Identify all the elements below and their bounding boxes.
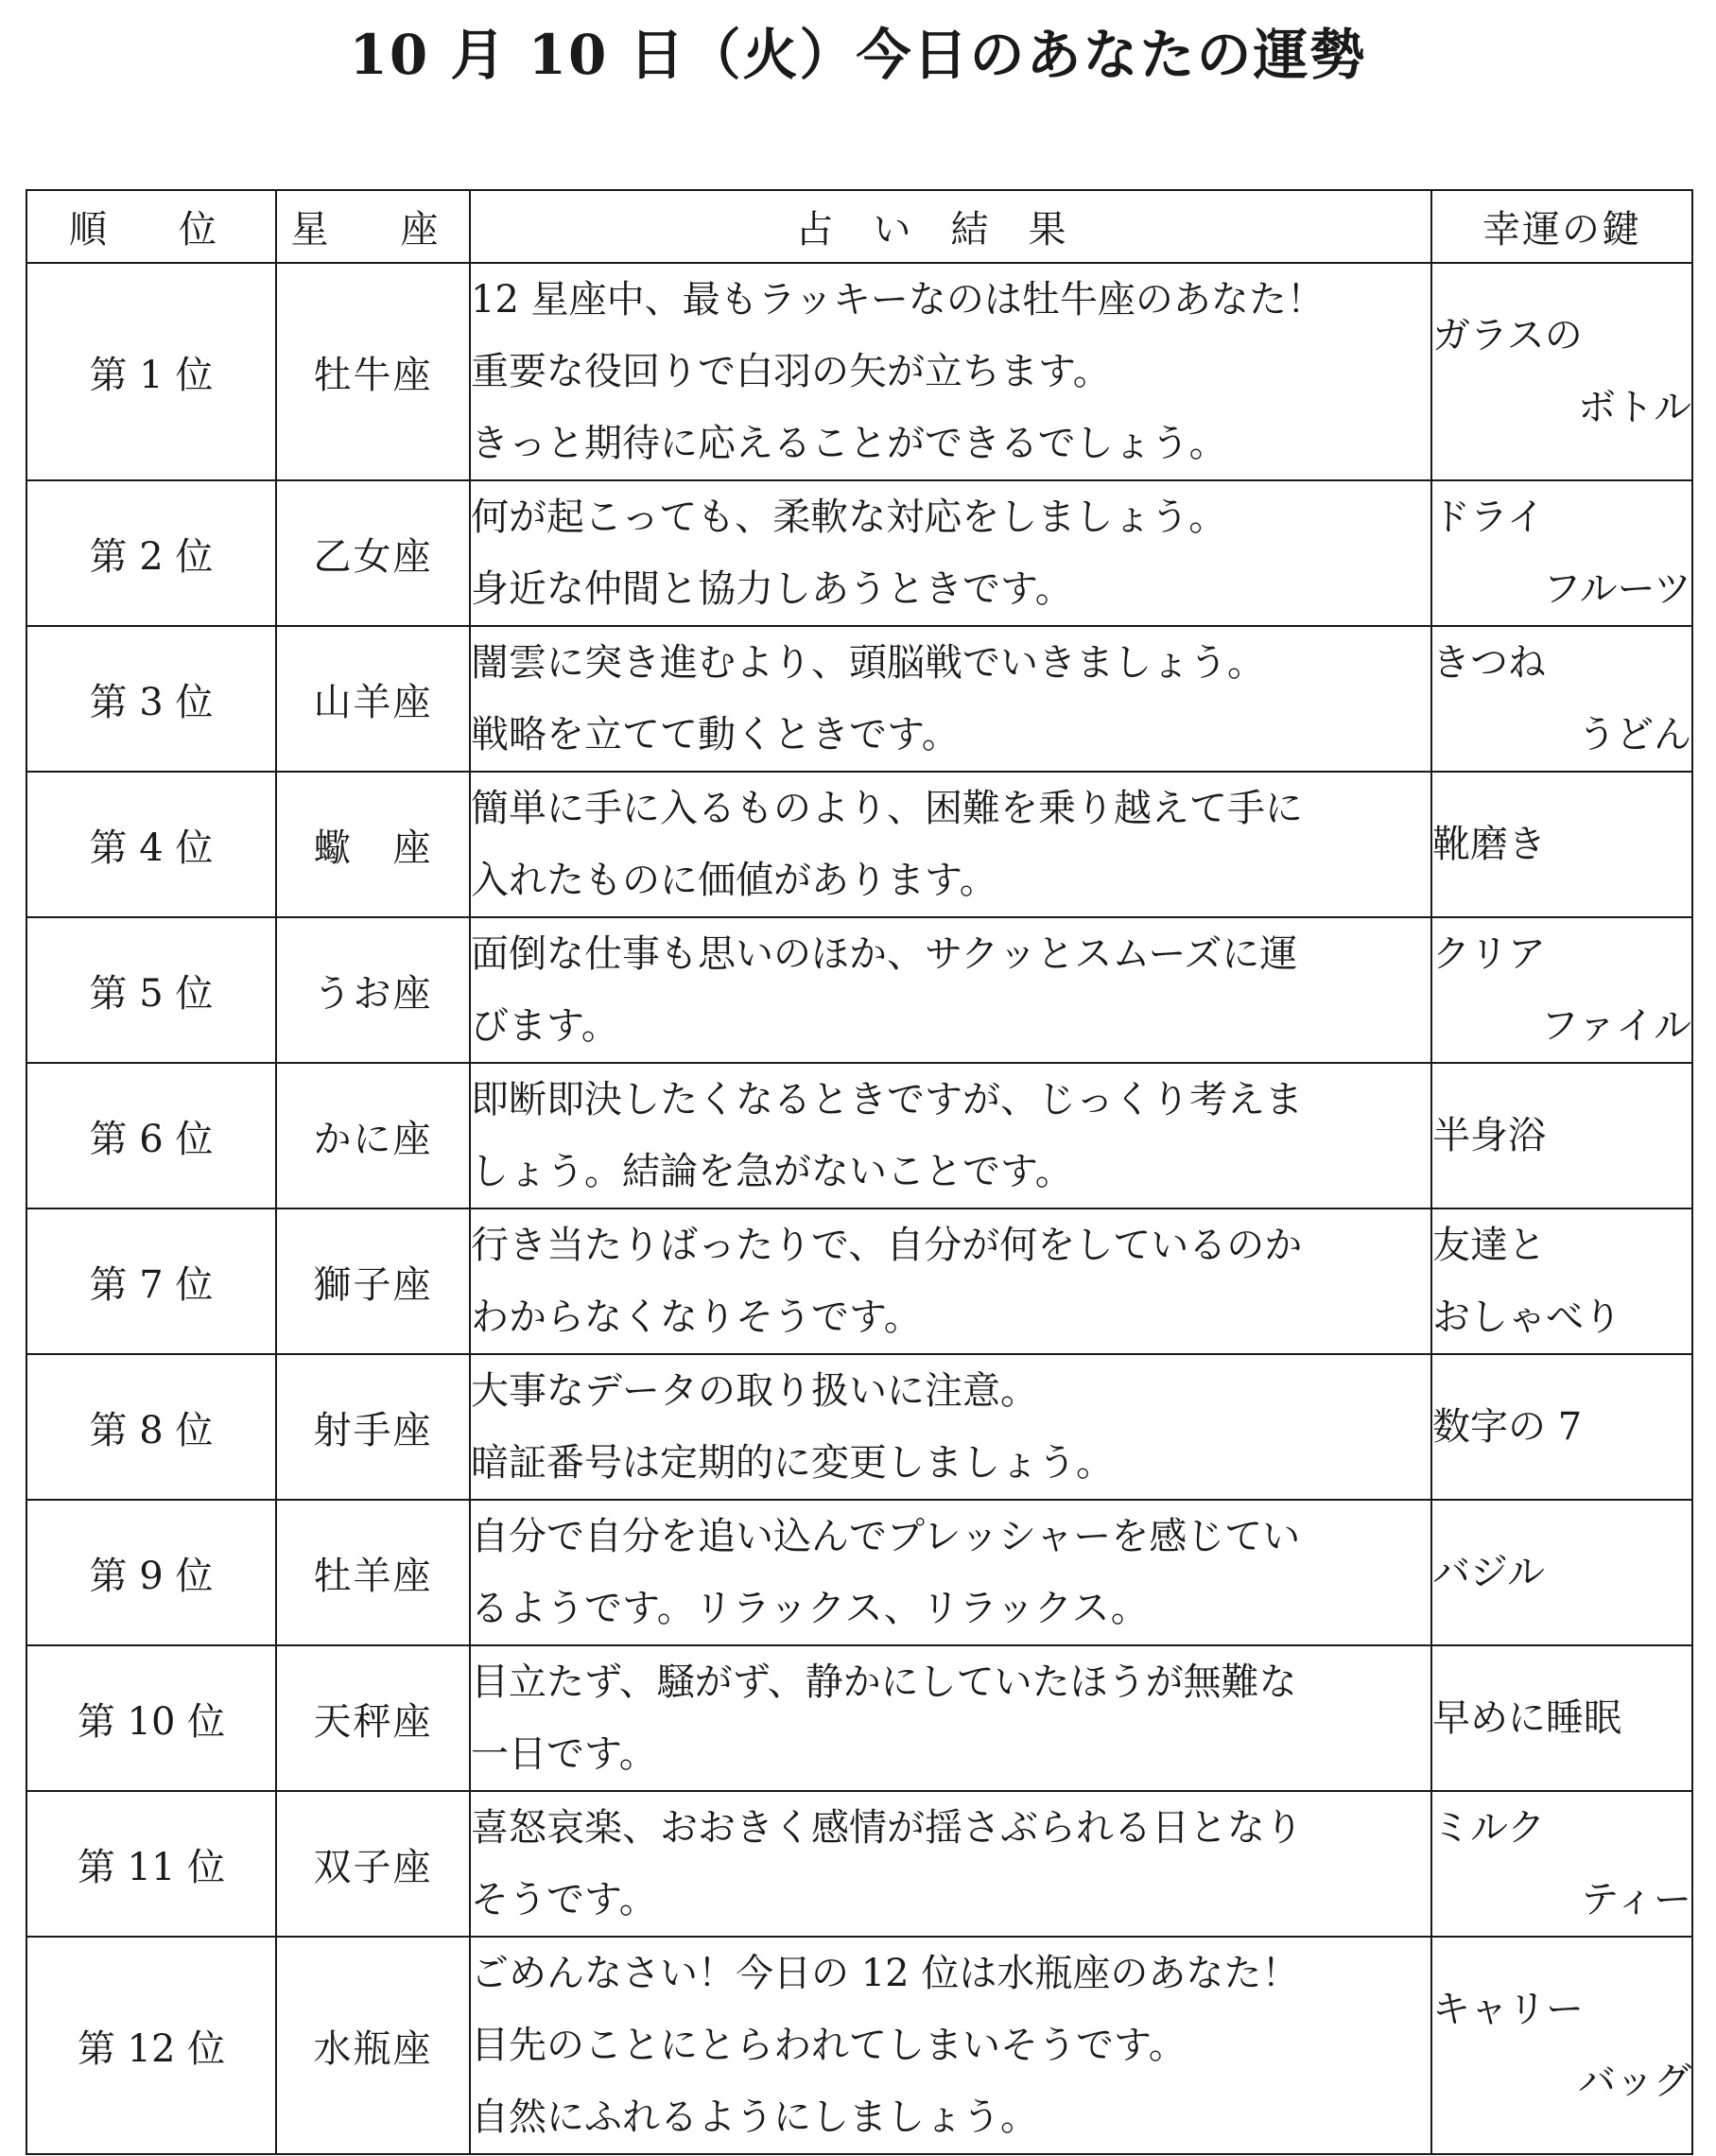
table-row — [26, 480, 1692, 626]
table-row — [26, 1645, 1692, 1791]
rank-cell: 第 2 位 — [26, 480, 276, 626]
result-cell: 12 星座中、最もラッキーなのは牡牛座のあなた！ 重要な役回りで白羽の矢が立ちます。 きっと期待に応えることができるでしょう。 — [470, 263, 1431, 480]
lucky-key-cell — [1431, 1645, 1692, 1791]
result-cell: 喜怒哀楽、おおきく感情が揺さぶられる日となり そうです。 — [470, 1791, 1431, 1937]
lucky-key-line1: きつね — [1432, 641, 1546, 685]
lucky-key-line1: バジル — [1432, 1551, 1545, 1594]
lucky-key-line1: ガラスの — [1432, 314, 1583, 357]
rank-cell: 第 1 位 — [26, 263, 276, 480]
lucky-key-line1: 半身浴 — [1432, 1114, 1546, 1157]
sign-cell: 獅子座 — [276, 1208, 470, 1354]
sign-cell: 水瓶座 — [276, 1937, 470, 2154]
lucky-key-line2: ボトル — [1578, 386, 1691, 429]
lucky-key-line1: 早めに睡眠 — [1432, 1696, 1621, 1740]
result-cell: 何が起こっても、柔軟な対応をしましょう。 身近な仲間と協力しあうときです。 — [470, 480, 1431, 626]
table-row — [26, 917, 1692, 1063]
sign-cell: 牡牛座 — [276, 263, 470, 480]
fortune-table — [26, 189, 1693, 2155]
lucky-key-line2: バッグ — [1578, 2060, 1691, 2103]
table-row — [26, 1354, 1692, 1500]
rank-cell: 第 8 位 — [26, 1354, 276, 1500]
lucky-key-line2: ファイル — [1540, 1004, 1691, 1048]
sign-cell: 双子座 — [276, 1791, 470, 1937]
lucky-key-line1: 数字の 7 — [1432, 1405, 1583, 1449]
result-cell: 即断即決したくなるときですが、じっくり考えま しょう。結論を急がないことです。 — [470, 1063, 1431, 1208]
lucky-key-line2: フルーツ — [1543, 567, 1691, 611]
result-cell: 闇雲に突き進むより、頭脳戦でいきましょう。 戦略を立てて動くときです。 — [470, 626, 1431, 772]
sign-cell: 牡羊座 — [276, 1500, 470, 1645]
result-cell: 大事なデータの取り扱いに注意。 暗証番号は定期的に変更しましょう。 — [470, 1354, 1431, 1500]
lucky-key-line1: ドライ — [1432, 496, 1545, 539]
sign-cell: 天秤座 — [276, 1645, 470, 1791]
result-cell: 目立たず、騒がず、静かにしていたほうが無難な 一日です。 — [470, 1645, 1431, 1791]
sign-cell: 山羊座 — [276, 626, 470, 772]
rank-cell: 第 9 位 — [26, 1500, 276, 1645]
table-row — [26, 1937, 1692, 2154]
rank-cell: 第 5 位 — [26, 917, 276, 1063]
lucky-key-cell — [1431, 1500, 1692, 1645]
rank-cell: 第 4 位 — [26, 772, 276, 917]
lucky-key-cell — [1431, 772, 1692, 917]
sign-cell: 射手座 — [276, 1354, 470, 1500]
rank-cell: 第 6 位 — [26, 1063, 276, 1208]
lucky-key-line1: クリア — [1432, 932, 1546, 976]
table-row — [26, 772, 1692, 917]
result-cell: 面倒な仕事も思いのほか、サクッとスムーズに運 びます。 — [470, 917, 1431, 1063]
header-result: 占い結果 — [470, 190, 1431, 263]
sign-cell: 蠍 座 — [276, 772, 470, 917]
result-cell: ごめんなさい！今日の 12 位は水瓶座のあなた！ 目先のことにとらわれてしまいそうです。 自然にふれるようにしましょう。 — [470, 1937, 1431, 2154]
header-lucky-key: 幸運の鍵 — [1431, 190, 1692, 263]
lucky-key-line2: うどん — [1578, 713, 1691, 756]
lucky-key-cell — [1431, 1063, 1692, 1208]
rank-cell: 第 11 位 — [26, 1791, 276, 1937]
lucky-key-cell — [1431, 1354, 1692, 1500]
lucky-key-line1: 友達と — [1432, 1224, 1546, 1267]
rank-cell: 第 12 位 — [26, 1937, 276, 2154]
lucky-key-cell — [1431, 917, 1692, 1063]
rank-cell: 第 7 位 — [26, 1208, 276, 1354]
lucky-key-cell — [1431, 1791, 1692, 1937]
lucky-key-line1: ミルク — [1432, 1806, 1546, 1850]
table-row — [26, 626, 1692, 772]
result-cell: 簡単に手に入るものより、困難を乗り越えて手に 入れたものに価値があります。 — [470, 772, 1431, 917]
table-header-row — [26, 190, 1692, 263]
table-row — [26, 1208, 1692, 1354]
table-row — [26, 1063, 1692, 1208]
lucky-key-line1: 靴磨き — [1432, 823, 1546, 866]
rank-cell: 第 10 位 — [26, 1645, 276, 1791]
lucky-key-line2: ティー — [1581, 1878, 1691, 1921]
table-row — [26, 263, 1692, 480]
result-cell: 自分で自分を追い込んでプレッシャーを感じてい るようです。リラックス、リラックス。 — [470, 1500, 1431, 1645]
page-title: 10 月 10 日（火）今日のあなたの運勢 — [349, 23, 1367, 87]
header-sign: 星 座 — [276, 190, 470, 263]
sign-cell: うお座 — [276, 917, 470, 1063]
lucky-key-line2: おしゃべり — [1432, 1295, 1621, 1339]
table-row — [26, 1791, 1692, 1937]
lucky-key-cell — [1431, 480, 1692, 626]
table-row — [26, 1500, 1692, 1645]
sign-cell: 乙女座 — [276, 480, 470, 626]
sign-cell: かに座 — [276, 1063, 470, 1208]
lucky-key-cell — [1431, 1208, 1692, 1354]
lucky-key-cell — [1431, 626, 1692, 772]
rank-cell: 第 3 位 — [26, 626, 276, 772]
result-cell: 行き当たりばったりで、自分が何をしているのか わからなくなりそうです。 — [470, 1208, 1431, 1354]
lucky-key-line1: キャリー — [1432, 1988, 1584, 2031]
header-rank: 順 位 — [26, 190, 276, 263]
lucky-key-cell — [1431, 1937, 1692, 2154]
lucky-key-cell — [1431, 263, 1692, 480]
